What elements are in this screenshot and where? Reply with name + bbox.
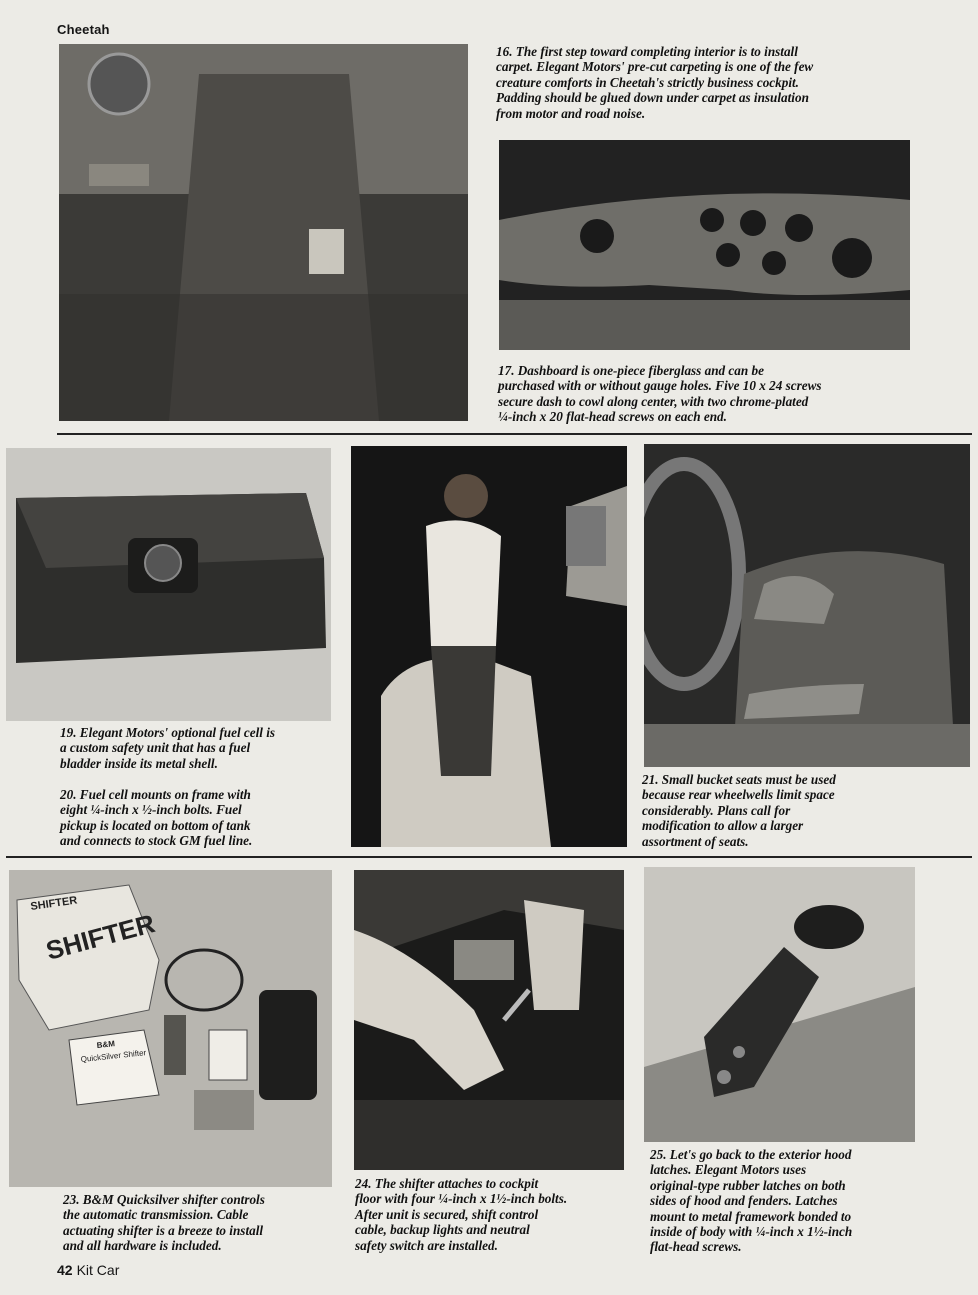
- shifter-kit-photo-art: [9, 870, 332, 1187]
- caption-20: 20. Fuel cell mounts on frame with eight ¼-inch x ½-inch bolts. Fuel pickup is located on bottom of tank and connects to stock GM fuel line.: [60, 787, 253, 849]
- body-installation-photo-art: [351, 446, 627, 847]
- photo-carpet-interior: [59, 44, 468, 421]
- shifter-box-label: SHIFTER: [42, 908, 158, 966]
- manual-brand: B&M: [96, 1039, 116, 1050]
- page-number: 42: [57, 1262, 73, 1278]
- dashboard-photo-art: [499, 140, 910, 350]
- caption-17: 17. Dashboard is one-piece fiberglass and can be purchased with or without gauge holes. Five 10 x 24 screws secure dash to cowl along center, with two chrome-plated ¼-inch x 20 flat-head screws on each end.: [498, 363, 822, 425]
- shifter-install-photo-art: [354, 870, 624, 1170]
- manual-title: QuickSilver Shifter: [80, 1048, 147, 1064]
- photo-bucket-seat: [644, 444, 970, 767]
- bucket-seat-photo-art: [644, 444, 970, 767]
- caption-25: 25. Let's go back to the exterior hood latches. Elegant Motors uses original-type rubber latches on both sides of hood and fenders. Latches mount to metal framework bonded to inside of body with ¼-inch x 1½-inch flat-head screws.: [650, 1147, 853, 1255]
- caption-21: 21. Small bucket seats must be used because rear wheelwells limit space considerably. Plans call for modification to allow a larger assortment of seats.: [642, 772, 836, 849]
- magazine-name: Kit Car: [76, 1262, 120, 1278]
- fuel-cell-photo-art: [6, 448, 331, 721]
- photo-shifter-install: [354, 870, 624, 1170]
- section-label: Cheetah: [57, 22, 110, 37]
- hood-latch-photo-art: [644, 867, 915, 1142]
- photo-hood-latch: [644, 867, 915, 1142]
- carpet-photo-art: [59, 44, 468, 421]
- page-folio: [57, 1262, 119, 1278]
- caption-16: 16. The first step toward completing interior is to install carpet. Elegant Motors' pre-cut carpeting is one of the few creature comforts in Cheetah's strictly business cockpit. Padding should be glued down under carpet as insulation from motor and road noise.: [496, 44, 814, 121]
- photo-shifter-kit: [9, 870, 332, 1187]
- divider-middle: [6, 856, 972, 858]
- photo-fuel-cell: [6, 448, 331, 721]
- photo-body-installation: [351, 446, 627, 847]
- caption-23: 23. B&M Quicksilver shifter controls the automatic transmission. Cable actuating shifter is a breeze to install and all hardware is included.: [63, 1192, 265, 1254]
- caption-19: 19. Elegant Motors' optional fuel cell is a custom safety unit that has a fuel bladder inside its metal shell.: [60, 725, 276, 771]
- shifter-box-top-label: SHIFTER: [29, 894, 79, 913]
- divider-top: [57, 433, 972, 435]
- caption-24: 24. The shifter attaches to cockpit floor with four ¼-inch x 1½-inch bolts. After unit is secured, shift control cable, backup lights and neutral safety switch are installed.: [355, 1176, 568, 1253]
- photo-dashboard: [499, 140, 910, 350]
